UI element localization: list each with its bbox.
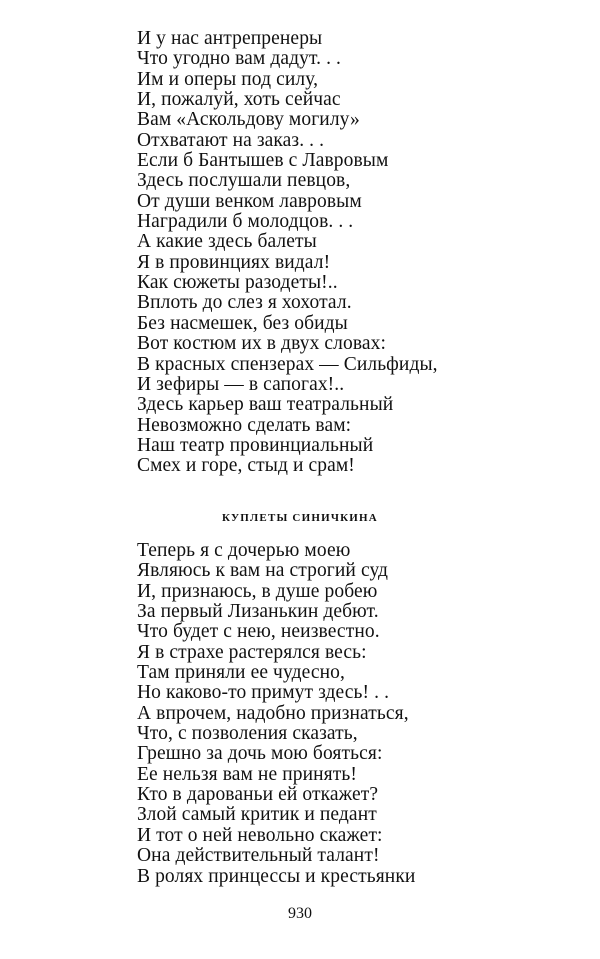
poem-line: Вам «Аскольдову могилу» [137,109,360,131]
section-title: КУПЛЕТЫ СИНИЧКИНА [222,512,378,524]
poem-line: Здесь послушали певцов, [137,170,351,192]
poem-line: Здесь карьер ваш театральный [137,394,394,416]
poem-line: В красных спензерах — Сильфиды, [137,353,438,375]
poem-line: Грешно за дочь мою бояться: [137,743,383,765]
poem-line: Я в провинциях видал! [137,251,331,273]
poem-line: Вот костюм их в двух словах: [137,333,387,355]
poem-line: Наш театр провинциальный [137,434,374,456]
poem-stanza-2 [137,541,415,887]
poem-line: И у нас антрепренеры [137,28,323,49]
poem-line: И зефиры — в сапогах!.. [137,373,345,395]
poem-line: Если б Бантышев с Лавровым [137,150,389,172]
poem-line: Смех и горе, стыд и срам! [137,455,355,477]
poem-line: Теперь я с дочерью моею [137,540,351,561]
poem-line: И, пожалуй, хоть сейчас [137,89,341,111]
poem-line: Им и оперы под силу, [137,68,319,90]
poem-line: Она действительный талант! [137,845,380,867]
poem-line: Невозможно сделать вам: [137,414,352,436]
poem-line: И, признаюсь, в душе робею [137,580,378,602]
poem-line: Я в страхе растерялся весь: [137,641,367,663]
poem-line: Ее нельзя вам не принять! [137,763,357,785]
poem-line: Как сюжеты разодеты!.. [137,272,338,294]
poem-line: И тот о ней невольно скажет: [137,824,383,846]
poem-line: Отхватают на заказ. . . [137,129,325,151]
poem-line: Там приняли ее чудесно, [137,662,345,684]
poem-line: А впрочем, надобно признаться, [137,702,409,724]
poem-line: Что будет с нею, неизвестно. [137,621,380,643]
poem-line: В ролях принцессы и крестьянки [137,865,416,887]
poem-line: Без насмешек, без обиды [137,312,348,334]
poem-stanza-1 [137,29,438,477]
poem-line: Кто в дарованьи ей откажет? [137,784,379,806]
poem-line: Наградили б молодцов. . . [137,211,354,233]
poem-line: Но каково-то примут здесь! . . [137,682,390,704]
poem-line: От души венком лавровым [137,190,362,212]
poem-line: Что угодно вам дадут. . . [137,48,341,70]
page-number: 930 [288,905,312,922]
poem-line: За первый Лизанькин дебют. [137,601,379,623]
poem-line: Являюсь к вам на строгий суд [137,560,389,582]
poem-line: А какие здесь балеты [137,231,317,253]
poem-line: Злой самый критик и педант [137,804,377,826]
poem-line: Вплоть до слез я хохотал. [137,292,352,314]
poem-line: Что, с позволения сказать, [137,723,358,745]
